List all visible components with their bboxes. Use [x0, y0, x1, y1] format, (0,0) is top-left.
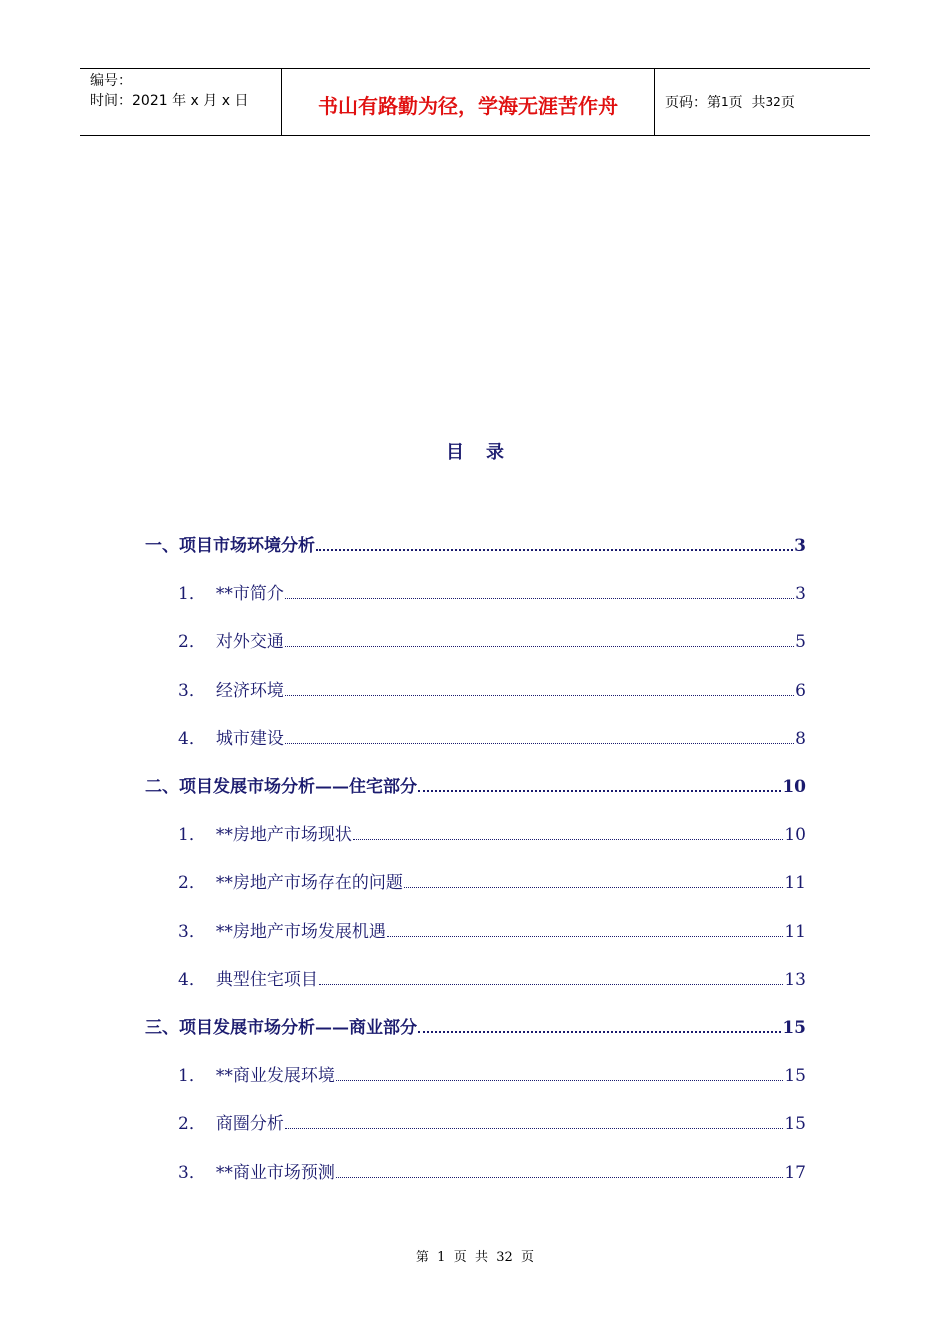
toc-entry-page-number: 11 [784, 873, 806, 894]
header-number-label: 编号： [90, 73, 132, 89]
header-page-current: 1 [721, 95, 729, 109]
toc-entry-label: 项目发展市场分析——商业部分 [179, 1018, 417, 1038]
toc-dot-leader [316, 539, 793, 551]
toc-subsection-entry[interactable] [178, 964, 806, 990]
header-page-suffix: 页 [780, 95, 795, 111]
toc-entry-page-number: 15 [782, 1018, 806, 1038]
toc-title [0, 438, 950, 464]
toc-entry-page-number: 10 [782, 777, 806, 797]
toc-title-char-2: 录 [486, 442, 504, 463]
toc-entry-number: 2． [178, 873, 206, 894]
toc-entry-label: 项目发展市场分析——住宅部分 [179, 777, 417, 797]
toc-entry-label: **房地产市场存在的问题 [215, 873, 403, 894]
toc-entry-label: 商圈分析 [215, 1114, 284, 1135]
toc-entry-page-number: 15 [784, 1114, 806, 1135]
toc-entry-number: 3． [178, 921, 206, 942]
toc-entry-label: **商业市场预测 [215, 1162, 335, 1183]
toc-subsection-entry[interactable] [178, 1157, 806, 1183]
toc-section-entry[interactable] [145, 1012, 806, 1038]
toc-entry-page-number: 17 [784, 1162, 806, 1183]
toc-dot-leader [285, 588, 794, 599]
toc-entry-label: **房地产市场现状 [215, 825, 352, 846]
toc-entry-page-number: 5 [795, 632, 806, 653]
toc-entry-number: 3． [178, 1162, 206, 1183]
toc-subsection-entry[interactable] [178, 819, 806, 845]
header-date-label: 时间：2021 年 x 月 x 日 [90, 93, 249, 109]
toc-entry-page-number: 15 [784, 1066, 806, 1087]
header-page-total: 32 [765, 95, 781, 109]
toc-entry-number: 1． [178, 1066, 206, 1087]
toc-subsection-entry[interactable] [178, 675, 806, 701]
header-meta-cell [80, 69, 282, 135]
toc-entry-label: 对外交通 [215, 632, 284, 653]
header-page-mid: 页 共 [728, 95, 766, 111]
toc-subsection-entry[interactable] [178, 723, 806, 749]
toc-entry-number: 4． [178, 728, 206, 749]
toc-title-char-1: 目 [446, 442, 464, 463]
toc-entry-label: **房地产市场发展机遇 [215, 921, 386, 942]
toc-dot-leader [285, 685, 794, 696]
toc-subsection-entry[interactable] [178, 867, 806, 893]
toc-section-entry[interactable] [145, 771, 806, 797]
toc-entry-label: 项目市场环境分析 [179, 536, 315, 556]
header-motto-cell [282, 69, 655, 135]
toc-dot-leader [418, 1021, 781, 1033]
toc-dot-leader [404, 877, 784, 888]
header-motto: 书山有路勤为径，学海无涯苦作舟 [318, 93, 618, 118]
toc-subsection-entry[interactable] [178, 1108, 806, 1134]
header-page-prefix: 页码：第 [665, 95, 721, 111]
header-page-info-cell [655, 69, 870, 135]
toc-subsection-entry[interactable] [178, 626, 806, 652]
document-header [80, 68, 870, 136]
toc-entry-label: 城市建设 [215, 728, 284, 749]
toc-entry-number: 二、 [145, 777, 179, 797]
toc-entry-number: 1． [178, 584, 206, 605]
page-footer: 第 1 页 共 32 页 [415, 1250, 535, 1265]
toc-dot-leader [418, 780, 781, 792]
toc-subsection-entry[interactable] [178, 916, 806, 942]
toc-entry-number: 一、 [145, 536, 179, 556]
toc-entry-page-number: 13 [784, 969, 806, 990]
toc-entry-number: 2． [178, 632, 206, 653]
toc-dot-leader [336, 1167, 784, 1178]
toc-section-entry[interactable] [145, 530, 806, 556]
toc-dot-leader [336, 1070, 784, 1081]
toc-entry-number: 2． [178, 1114, 206, 1135]
toc-dot-leader [285, 636, 794, 647]
toc-entry-number: 3． [178, 680, 206, 701]
toc-entry-page-number: 8 [795, 728, 806, 749]
toc-dot-leader [319, 974, 784, 985]
toc-entry-number: 1． [178, 825, 206, 846]
toc-entry-label: **商业发展环境 [215, 1066, 335, 1087]
toc-entry-label: 经济环境 [215, 680, 284, 701]
toc-entry-page-number: 6 [795, 680, 806, 701]
toc-entry-page-number: 3 [795, 584, 806, 605]
toc-dot-leader [285, 733, 794, 744]
toc-entry-page-number: 11 [784, 921, 806, 942]
toc-entry-label: 典型住宅项目 [215, 969, 318, 990]
toc-entry-label: **市简介 [215, 584, 284, 605]
toc-dot-leader [285, 1118, 784, 1129]
toc-entry-page-number: 10 [784, 825, 806, 846]
toc-entry-number: 4． [178, 969, 206, 990]
toc-subsection-entry[interactable] [178, 578, 806, 604]
toc-dot-leader [387, 926, 784, 937]
toc-dot-leader [353, 829, 784, 840]
toc-entry-page-number: 3 [794, 536, 806, 556]
toc-subsection-entry[interactable] [178, 1060, 806, 1086]
toc-entry-number: 三、 [145, 1018, 179, 1038]
